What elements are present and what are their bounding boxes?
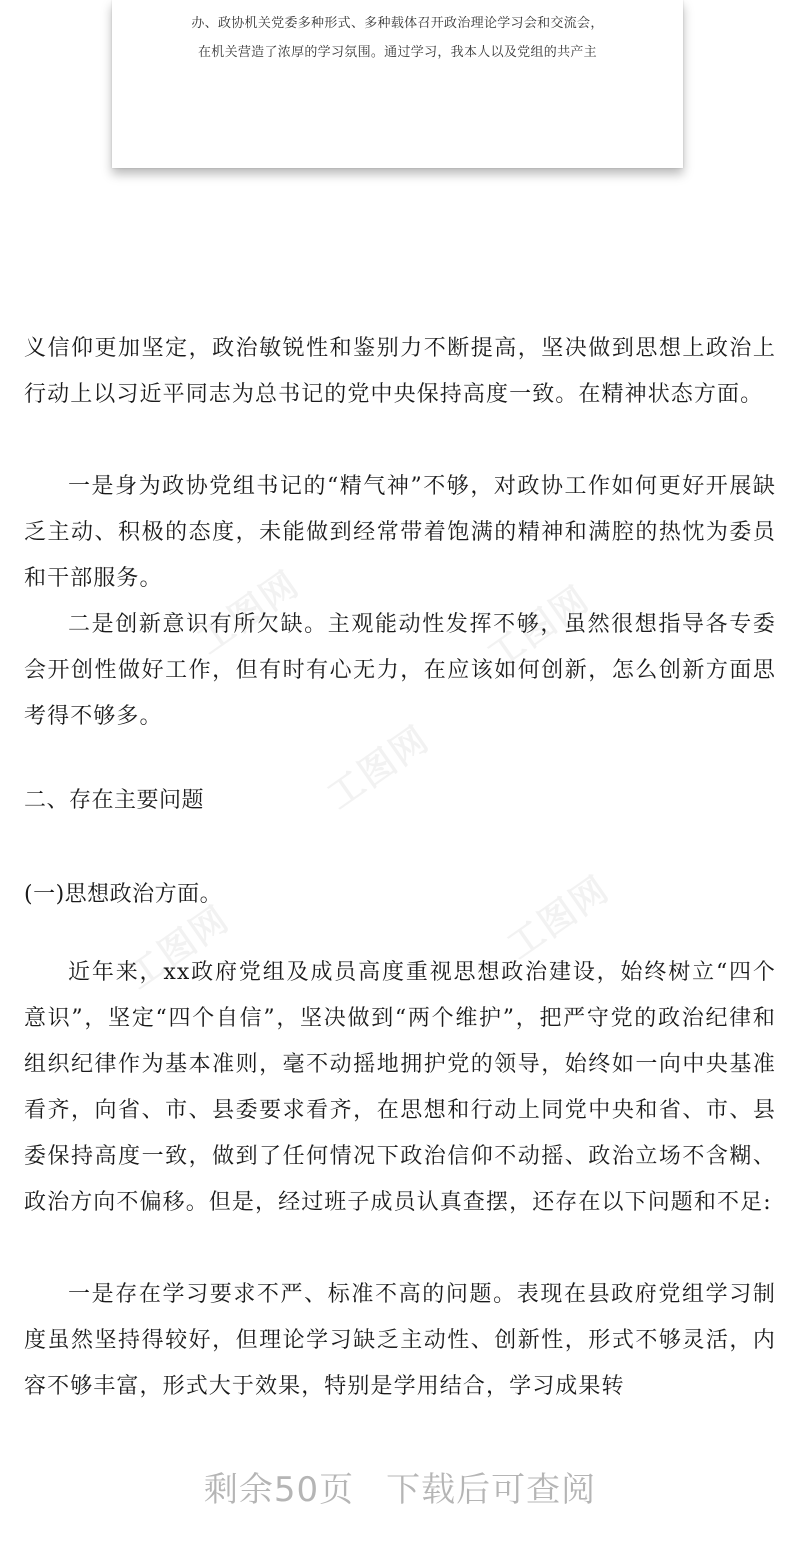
section-heading: 二、存在主要问题 [24,788,205,813]
paragraph-study: 一是存在学习要求不严、标准不高的问题。表现在县政府党组学习制度虽然坚持得较好，但理论学习缺乏主动性、创新性，形式不够灵活，内容不够丰富，形式大于效果，特别是学用结合，学习成果转 [24,1282,776,1399]
watermark: 工图网 [190,563,308,663]
watermark: 工图网 [120,898,238,998]
watermark: 工图网 [320,718,438,818]
download-prompt[interactable] [0,1462,800,1511]
download-to-view-label[interactable]: 下载后可查阅 [386,1470,597,1510]
paragraph-innovation: 二是创新意识有所欠缺。主观能动性发挥不够，虽然很想指导各专委会开创性做好工作，但有时有心无力，在应该如何创新，怎么创新方面思考得不够多。 [24,612,776,729]
subsection-heading: (一)思想政治方面。 [24,882,223,907]
watermark: 工图网 [480,578,598,678]
watermark: 工图网 [500,868,618,968]
paragraph-spirit: 一是身为政协党组书记的“精气神”不够，对政协工作如何更好开展缺乏主动、积极的态度，未能做到经常带着饱满的精神和满腔的热忱为委员和干部服务。 [24,474,776,591]
remaining-pages-label: 剩余50页 [203,1470,355,1510]
preview-page-card [112,0,683,168]
preview-line-2: 在机关营造了浓厚的学习氛围。通过学习，我本人以及党组的共产主 [197,45,597,60]
preview-line-1: 办、政协机关党委多种形式、多种载体召开政治理论学习会和交流会， [191,16,604,31]
paragraph-political: 近年来，xx政府党组及成员高度重视思想政治建设，始终树立“四个意识”，坚定“四个自信”，坚决做到“两个维护”，把严守党的政治纪律和组织纪律作为基本准则，毫不动摇地拥护党的领导，始终如一向中央基准看齐，向省、市、县委要求看齐，在思想和行动上同党中央和省、市、县委保持高度一致，做到了任何情况下政治信仰不动摇、政治立场不含糊、政治方向不偏移。但是，经过班子成员认真查摆，还存在以下问题和不足: [24,960,776,1215]
paragraph-spirit-state: 义信仰更加坚定，政治敏锐性和鉴别力不断提高，坚决做到思想上政治上行动上以习近平同志为总书记的党中央保持高度一致。在精神状态方面。 [24,336,776,407]
